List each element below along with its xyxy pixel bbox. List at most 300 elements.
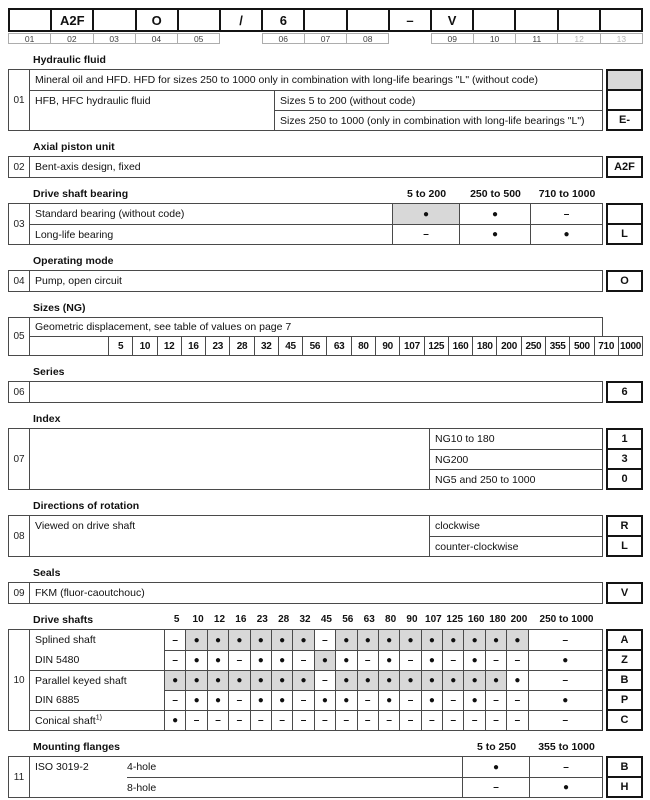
availability-cell: ●: [335, 630, 356, 650]
code-column: [606, 381, 643, 403]
table-row: [30, 224, 602, 244]
type-code-cell: [599, 8, 643, 32]
table-row: [30, 690, 602, 710]
size-cell: 56: [302, 336, 327, 356]
availability-cell: –: [357, 650, 378, 670]
type-code-number: 10: [473, 33, 516, 44]
row-text: Bent-axis design, fixed: [35, 161, 141, 173]
code-column: [606, 270, 643, 292]
availability-cell: –: [506, 690, 527, 710]
size-column-header: 16: [235, 614, 247, 625]
size-column-header: 12: [213, 614, 226, 625]
code-box: O: [606, 270, 643, 292]
section-hydraulic-fluid: [8, 53, 643, 131]
type-code-cell: A2F: [50, 8, 94, 32]
table-row: [30, 110, 602, 130]
table-row: [30, 583, 602, 603]
row-text: counter-clockwise: [435, 540, 519, 553]
size-column-header: 107: [425, 614, 442, 625]
availability-cell: ●: [271, 630, 292, 650]
size-cell: 160: [448, 336, 473, 356]
section-sizes: [8, 301, 643, 356]
availability-cell: ●: [271, 671, 292, 690]
type-code-header: [8, 8, 643, 44]
row-text: FKM (fluor-caoutchouc): [35, 587, 145, 599]
type-code-number: 04: [135, 33, 178, 44]
size-column-header: 125: [446, 614, 464, 625]
section-heading: [8, 566, 643, 580]
availability-cell: ●: [250, 690, 271, 710]
section-heading-label: Seals: [33, 567, 61, 579]
row-sublabel: 4-hole: [127, 761, 157, 773]
type-code-cell: [8, 8, 52, 32]
row-label: Conical shaft$^{1)}$: [35, 714, 102, 727]
code-box: L: [606, 223, 643, 245]
section-number: 01: [8, 69, 30, 131]
type-code-cell: [303, 8, 347, 32]
availability-cell: ●: [442, 630, 463, 650]
code-column: [606, 69, 643, 131]
type-code-number: 06: [262, 33, 305, 44]
availability-cell: –: [228, 711, 249, 730]
code-column: [606, 629, 643, 731]
availability-cell: ●: [164, 671, 185, 690]
section-heading-label: Drive shafts: [33, 614, 94, 626]
table-row: [30, 777, 602, 797]
availability-cell: –: [314, 711, 335, 730]
availability-cell: –: [164, 690, 185, 710]
availability-cell: ●: [207, 671, 228, 690]
type-code-cell: [514, 8, 558, 32]
availability-cell: ●: [357, 630, 378, 650]
table-row: [30, 382, 602, 402]
code-box: [606, 203, 643, 225]
availability-cell: –: [528, 671, 602, 690]
availability-cell: ●: [421, 690, 442, 710]
type-code-number: 08: [346, 33, 389, 44]
table-row: [30, 271, 602, 291]
availability-cell: ●: [528, 650, 602, 670]
code-box: V: [606, 582, 643, 604]
availability-cell: –: [485, 690, 506, 710]
availability-cell: –: [335, 711, 356, 730]
code-column: [606, 203, 643, 245]
section-axial-piston-unit: [8, 140, 643, 178]
size-column-header: 56: [342, 614, 354, 625]
table-row: [30, 204, 602, 224]
size-cell: 1000: [618, 336, 643, 356]
code-column: [606, 515, 643, 557]
section-heading-label: Directions of rotation: [33, 500, 140, 512]
availability-cell: ●: [335, 650, 356, 670]
row-label: ISO 3019-2: [35, 761, 89, 773]
type-code-cell: [472, 8, 516, 32]
table-row: [30, 650, 602, 670]
type-code-numbers: [8, 33, 643, 44]
availability-cell: ●: [228, 630, 249, 650]
availability-cell: –: [529, 757, 602, 777]
type-code-cell: [346, 8, 390, 32]
size-column-header: 63: [363, 614, 375, 625]
type-code-number: [388, 33, 431, 44]
section-heading-label: Hydraulic fluid: [33, 54, 106, 66]
row-sublabel: 8-hole: [127, 781, 157, 794]
table-row: [30, 670, 602, 690]
size-column-header: 45: [320, 614, 332, 625]
availability-cell: ●: [529, 778, 602, 797]
size-column-header: 200: [510, 614, 528, 625]
availability-cell: ●: [506, 630, 527, 650]
code-box: H: [606, 776, 643, 798]
code-column: [606, 156, 643, 178]
type-code-cell: –: [388, 8, 432, 32]
section-drive-shaft-bearing: [8, 187, 643, 245]
size-cell: 23: [205, 336, 230, 356]
availability-cell: ●: [463, 690, 484, 710]
size-column-headers: [463, 740, 603, 754]
section-number: 10: [8, 629, 30, 731]
availability-cell: ●: [378, 630, 399, 650]
type-code-number: 09: [431, 33, 474, 44]
type-code-cell: V: [430, 8, 474, 32]
row-text: Mineral oil and HFD. HFD for sizes 250 to 1000 only in combination with long-life bearings "L" (without code): [35, 74, 538, 86]
size-column-header: 10: [192, 614, 204, 625]
row-text: Pump, open circuit: [35, 275, 122, 287]
availability-cell: –: [485, 711, 506, 730]
availability-cell: ●: [528, 690, 602, 710]
availability-cell: –: [185, 711, 206, 730]
size-cell: 180: [472, 336, 497, 356]
size-column-header: 5: [173, 614, 180, 625]
type-code-number: 01: [8, 33, 51, 44]
size-cell: 90: [375, 336, 400, 356]
availability-cell: ●: [250, 671, 271, 690]
row-label: DIN 5480: [35, 654, 80, 666]
section-drive-shafts: [8, 613, 643, 731]
row-text: NG5 and 250 to 1000: [435, 473, 536, 486]
table-row: [30, 70, 602, 90]
availability-cell: –: [528, 711, 602, 730]
size-column-header-wide: 250 to 1000: [539, 614, 594, 625]
availability-cell: ●: [250, 650, 271, 670]
type-code-cell: 6: [261, 8, 305, 32]
table-row: [30, 449, 602, 469]
row-label: HFB, HFC hydraulic fluid: [35, 94, 151, 107]
section-heading: [8, 740, 643, 754]
code-box: E-: [606, 109, 643, 131]
section-rotation: [8, 499, 643, 557]
type-code-cell: [557, 8, 601, 32]
size-cell: 250: [521, 336, 546, 356]
code-box: [606, 69, 643, 91]
availability-cell: ●: [442, 671, 463, 690]
size-cell: 355: [545, 336, 570, 356]
table-row: [30, 536, 602, 556]
size-cell: 28: [229, 336, 254, 356]
size-column-header: 90: [406, 614, 418, 625]
availability-cell: ●: [399, 671, 420, 690]
availability-cell: ●: [421, 630, 442, 650]
type-code-number: 02: [50, 33, 93, 44]
size-column-header: 23: [256, 614, 268, 625]
row-label: Splined shaft: [35, 634, 96, 646]
availability-cell: ●: [185, 671, 206, 690]
availability-cell: –: [463, 711, 484, 730]
type-code-number: 12: [557, 33, 600, 44]
code-box: 1: [606, 428, 643, 450]
section-number: 08: [8, 515, 30, 557]
section-number: 05: [8, 317, 30, 356]
size-cell: 80: [351, 336, 376, 356]
availability-cell: ●: [378, 650, 399, 670]
size-column-header: 28: [278, 614, 290, 625]
size-column-header: 250 to 500: [470, 188, 521, 200]
row-label: Long-life bearing: [35, 228, 114, 241]
availability-cell: ●: [421, 650, 442, 670]
availability-cell: ●: [228, 671, 249, 690]
size-column-header: 710 to 1000: [538, 188, 596, 200]
section-heading-label: Mounting flanges: [33, 741, 120, 753]
availability-cell: –: [292, 650, 313, 670]
section-heading: [8, 412, 643, 426]
size-column-header: 5 to 250: [476, 741, 517, 753]
size-column-header: 180: [489, 614, 506, 625]
row-text: Geometric displacement, see table of values on page 7: [35, 321, 292, 333]
availability-cell: –: [485, 650, 506, 670]
availability-cell: ●: [485, 630, 506, 650]
footnote-marker: 1): [95, 714, 102, 721]
section-heading: [8, 301, 643, 315]
section-number: 03: [8, 203, 30, 245]
type-code-cell: [177, 8, 221, 32]
table-row: [30, 90, 602, 110]
availability-cell: ●: [463, 650, 484, 670]
availability-cell: ●: [378, 671, 399, 690]
availability-cell: –: [442, 690, 463, 710]
section-seals: [8, 566, 643, 604]
type-code-cell: O: [135, 8, 179, 32]
code-box: B: [606, 756, 643, 778]
availability-cell: –: [250, 711, 271, 730]
section-heading-label: Operating mode: [33, 255, 114, 267]
size-cell: 12: [157, 336, 182, 356]
availability-cell: –: [314, 630, 335, 650]
section-heading: [8, 254, 643, 268]
code-box: L: [606, 535, 643, 557]
table-row: [30, 757, 602, 777]
type-code-number: 11: [515, 33, 558, 44]
section-heading: [8, 499, 643, 513]
size-cell: 710: [594, 336, 619, 356]
section-heading-label: Sizes (NG): [33, 302, 86, 314]
availability-cell: –: [530, 204, 602, 224]
table-row: [30, 469, 602, 489]
section-heading-label: Series: [33, 366, 65, 378]
availability-cell: ●: [463, 630, 484, 650]
availability-cell: ●: [207, 650, 228, 670]
code-box: C: [606, 709, 643, 731]
table-row: [30, 317, 603, 337]
availability-cell: –: [314, 671, 335, 690]
availability-cell: –: [392, 225, 459, 244]
availability-cell: –: [164, 650, 185, 670]
availability-cell: ●: [314, 690, 335, 710]
section-heading: [8, 613, 643, 627]
code-box: Z: [606, 649, 643, 671]
code-box: B: [606, 669, 643, 691]
size-column-header: 80: [385, 614, 397, 625]
code-column: [606, 756, 643, 798]
code-column: [606, 582, 643, 604]
section-number: 02: [8, 156, 30, 178]
type-code-number: 03: [93, 33, 136, 44]
availability-cell: –: [228, 690, 249, 710]
code-box: A2F: [606, 156, 643, 178]
availability-cell: ●: [530, 225, 602, 244]
availability-cell: –: [506, 711, 527, 730]
type-code-cell: [92, 8, 136, 32]
availability-cell: ●: [357, 671, 378, 690]
row-text: NG200: [435, 453, 469, 466]
availability-cell: ●: [459, 204, 530, 224]
availability-cell: ●: [462, 757, 529, 777]
code-box: 0: [606, 468, 643, 490]
section-number: 09: [8, 582, 30, 604]
availability-cell: –: [399, 650, 420, 670]
availability-cell: –: [271, 711, 292, 730]
availability-cell: –: [292, 690, 313, 710]
size-cell: 200: [496, 336, 521, 356]
size-cell: 45: [278, 336, 303, 356]
availability-cell: –: [207, 711, 228, 730]
type-code-cells: [8, 8, 643, 32]
availability-cell: –: [164, 630, 185, 650]
size-column-header: 32: [299, 614, 311, 625]
code-box: A: [606, 629, 643, 651]
availability-cell: –: [399, 711, 420, 730]
code-box: 6: [606, 381, 643, 403]
row-text: Sizes 5 to 200 (without code): [280, 94, 416, 107]
section-number: 04: [8, 270, 30, 292]
section-heading-label: Index: [33, 413, 61, 425]
availability-cell: ●: [459, 225, 530, 244]
availability-cell: –: [357, 690, 378, 710]
availability-cell: –: [462, 778, 529, 797]
availability-cell: –: [399, 690, 420, 710]
section-heading: [8, 365, 643, 379]
availability-cell: ●: [185, 690, 206, 710]
availability-cell: ●: [185, 630, 206, 650]
size-row-stub: [30, 336, 109, 356]
availability-cell: –: [421, 711, 442, 730]
type-code-number: [219, 33, 262, 44]
section-operating-mode: [8, 254, 643, 292]
availability-cell: –: [378, 711, 399, 730]
size-column-headers: [393, 187, 603, 201]
availability-cell: ●: [207, 690, 228, 710]
row-label: Viewed on drive shaft: [35, 520, 136, 532]
type-code-number: 05: [177, 33, 220, 44]
size-cell: 32: [254, 336, 279, 356]
type-code-number: 07: [304, 33, 347, 44]
size-cell: 16: [181, 336, 206, 356]
size-cell: 107: [399, 336, 424, 356]
size-column-header: 355 to 1000: [538, 741, 595, 753]
row-text: Sizes 250 to 1000 (only in combination with long-life bearings "L"): [280, 114, 585, 127]
code-column: [606, 428, 643, 490]
availability-cell: ●: [207, 630, 228, 650]
row-label: DIN 6885: [35, 694, 80, 706]
section-number: 07: [8, 428, 30, 490]
section-heading: [8, 53, 643, 67]
size-cell: 5: [108, 336, 133, 356]
type-code-number: 13: [600, 33, 643, 44]
availability-cell: ●: [485, 671, 506, 690]
section-mounting-flanges: [8, 740, 643, 798]
size-cell: 63: [326, 336, 351, 356]
availability-cell: ●: [335, 671, 356, 690]
availability-cell: ●: [271, 650, 292, 670]
availability-cell: ●: [421, 671, 442, 690]
availability-cell: –: [228, 650, 249, 670]
availability-cell: ●: [292, 630, 313, 650]
availability-cell: ●: [392, 204, 459, 224]
availability-cell: ●: [314, 650, 335, 670]
table-row: [30, 429, 602, 449]
code-box: 3: [606, 448, 643, 470]
size-column-header: 160: [467, 614, 485, 625]
availability-cell: –: [442, 711, 463, 730]
size-cells-row: [30, 336, 643, 356]
row-text: clockwise: [435, 520, 480, 532]
table-row: [30, 516, 602, 536]
availability-cell: ●: [378, 690, 399, 710]
table-row: [30, 157, 602, 177]
type-code-cell: /: [219, 8, 263, 32]
code-box: P: [606, 689, 643, 711]
section-heading-label: Axial piston unit: [33, 141, 115, 153]
size-cell: 125: [424, 336, 449, 356]
availability-cell: ●: [399, 630, 420, 650]
section-heading-label: Drive shaft bearing: [33, 188, 129, 200]
size-cell: 500: [569, 336, 594, 356]
section-index: [8, 412, 643, 490]
availability-cell: –: [442, 650, 463, 670]
code-box: R: [606, 515, 643, 537]
availability-cell: ●: [506, 671, 527, 690]
size-column-headers: [166, 613, 530, 627]
table-row: [30, 710, 602, 730]
row-label: Standard bearing (without code): [35, 208, 185, 220]
section-heading: [8, 187, 643, 201]
section-number: 06: [8, 381, 30, 403]
section-series: [8, 365, 643, 403]
availability-cell: ●: [164, 711, 185, 730]
availability-cell: ●: [250, 630, 271, 650]
availability-cell: –: [528, 630, 602, 650]
availability-cell: –: [292, 711, 313, 730]
table-row: [30, 630, 602, 650]
row-text: NG10 to 180: [435, 433, 495, 445]
size-column-header: 5 to 200: [406, 188, 447, 200]
section-heading: [8, 140, 643, 154]
availability-cell: –: [506, 650, 527, 670]
code-box: [606, 89, 643, 111]
availability-cell: ●: [185, 650, 206, 670]
availability-cell: –: [357, 711, 378, 730]
section-number: 11: [8, 756, 30, 798]
row-label: Parallel keyed shaft: [35, 674, 127, 687]
